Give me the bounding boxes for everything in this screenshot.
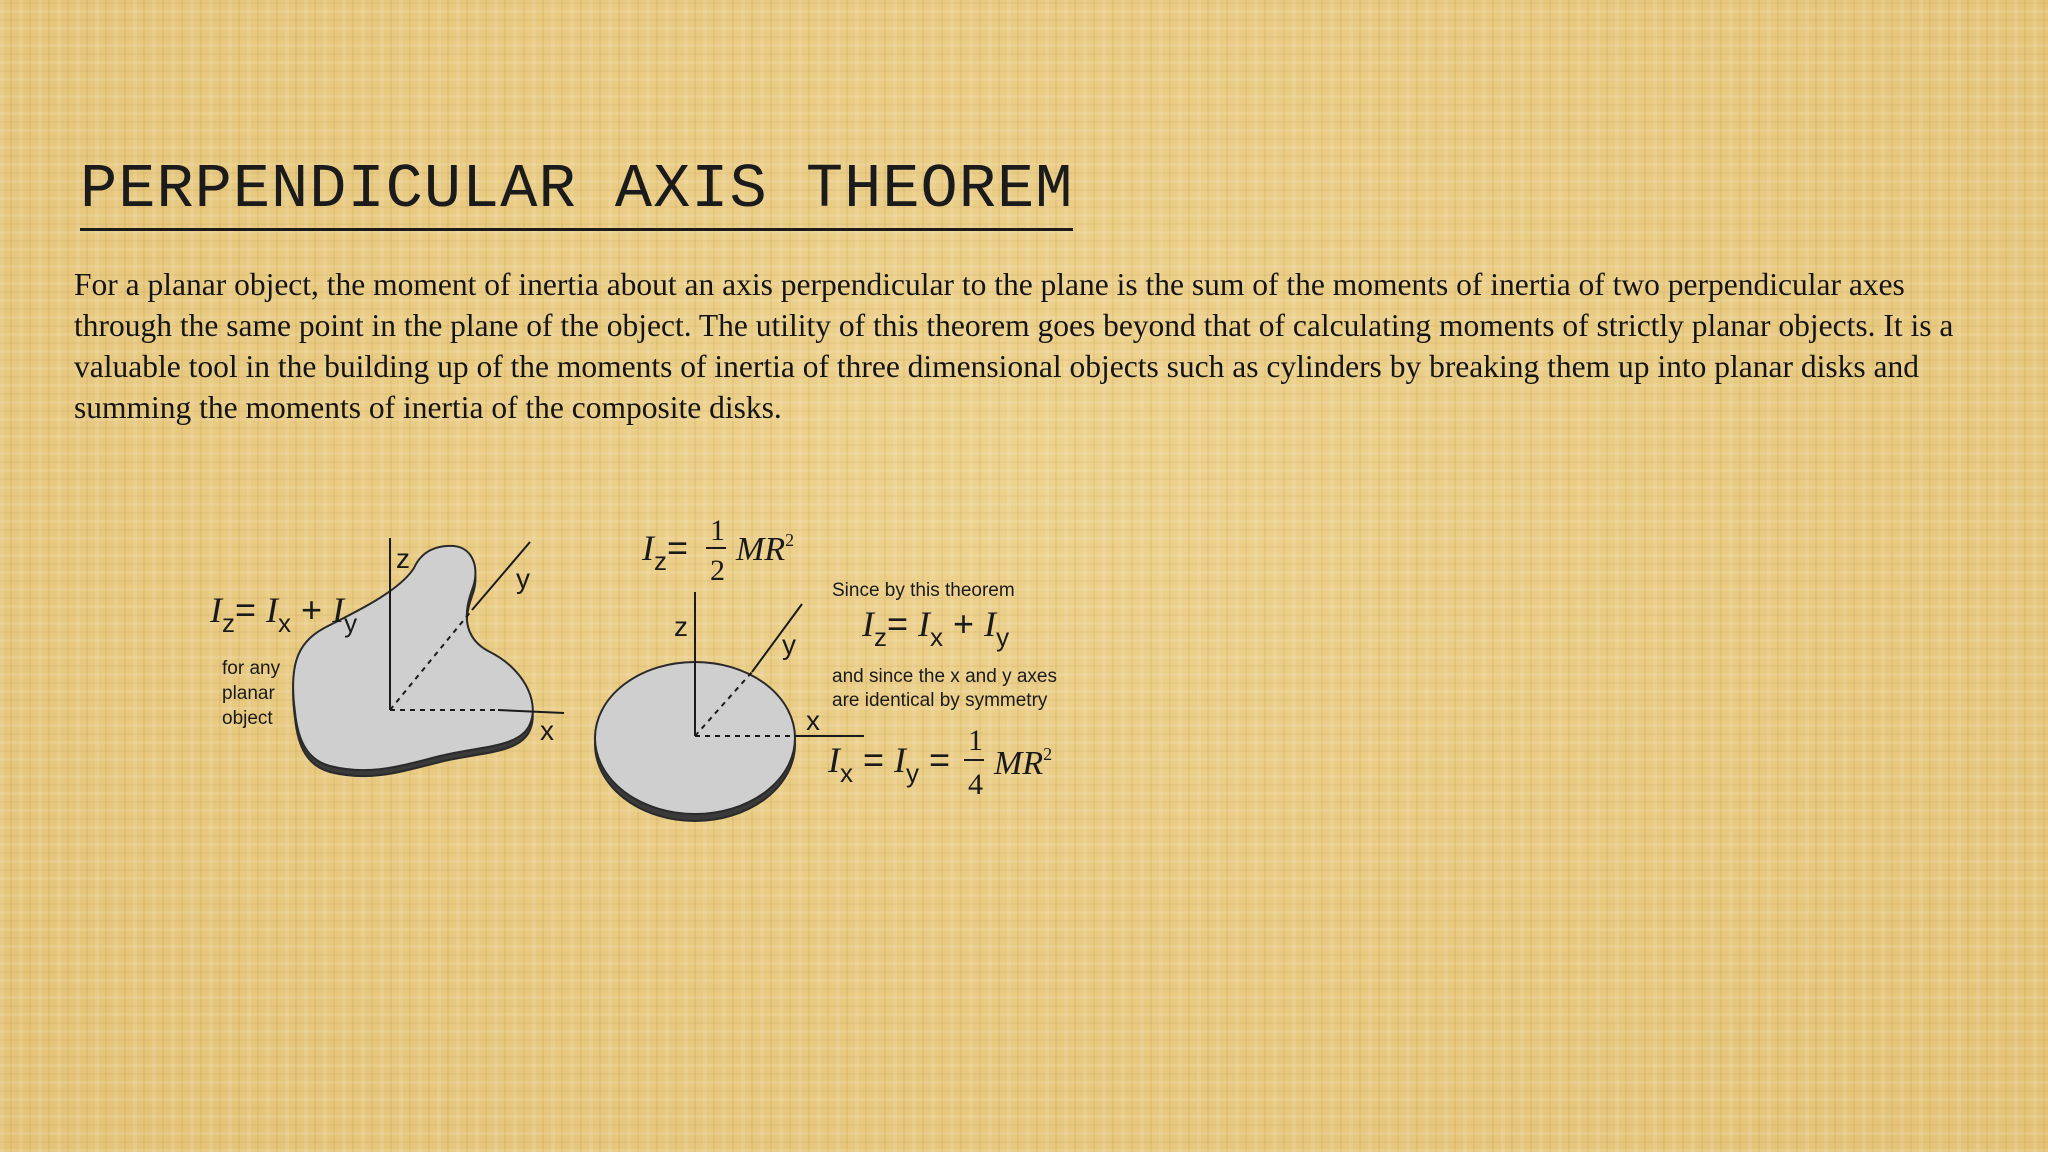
left-y-label: y — [516, 563, 530, 594]
disk-bot-eq-mr-text: MR — [994, 745, 1044, 782]
left-eq-I1: I — [210, 590, 222, 630]
disk-mid-equation — [861, 603, 1009, 652]
disk-bot-eq-den: 4 — [968, 768, 983, 801]
disk-mid-eq-I1: I — [862, 604, 874, 644]
disk-y-label: y — [782, 629, 796, 660]
planar-object-diagram — [209, 538, 564, 776]
theorem-figure — [200, 500, 1100, 830]
disk-bot-eq-I2: I — [894, 740, 907, 780]
left-eq-sub-x: x — [278, 608, 292, 638]
disk-mid-eq-eq: = — [887, 603, 919, 644]
disk-x-label: x — [806, 705, 820, 736]
disk-top-eq-mr — [735, 530, 794, 568]
disk-top-eq-num: 1 — [710, 514, 725, 547]
disk-mid-eq-plus: + — [943, 603, 985, 644]
disk-mid-eq-I3: I — [984, 604, 997, 644]
left-eq-sub-y: y — [344, 608, 358, 638]
left-eq-sub-z: z — [222, 608, 235, 638]
disk-top-eq-I-letter: I — [642, 528, 654, 568]
disk-bot-eq-sup: 2 — [1043, 744, 1053, 764]
slide-title: PERPENDICULAR AXIS THEOREM — [80, 152, 1073, 231]
disk-mid-eq-sub-x: x — [930, 622, 944, 652]
slide-body-text: For a planar object, the moment of inertia about an axis perpendicular to the plane is the sum of the moments of inertia of two perpendicular axes through the same point in the plane of the object. The utility of this theorem goes beyond that of calculating moments of strictly planar objects. It is a valuable tool in the building up of the moments of inertia of three dimensional objects such as cylinders by breaking them up into planar disks and summing the moments of inertia of the composite disks. — [74, 267, 1954, 425]
disk-top-eq-den: 2 — [710, 554, 725, 587]
left-caption-line1: for any — [222, 658, 281, 679]
disk-top-eq-I — [641, 527, 688, 576]
left-eq-plus: + — [291, 589, 333, 630]
left-eq-eq: = — [235, 589, 267, 630]
disk-bot-eq-sub-x: x — [840, 758, 853, 788]
disk-note-line1: Since by this theorem — [832, 580, 1015, 601]
disk-top-eq-sup: 2 — [785, 530, 795, 550]
disk-mid-eq-I2: I — [918, 604, 931, 644]
disk-note-line3: are identical by symmetry — [832, 690, 1048, 711]
left-eq-I2: I — [266, 590, 279, 630]
disk-diagram — [595, 514, 1057, 821]
disk-bot-eq-num: 1 — [968, 724, 983, 757]
disk-bot-eq-I1: I — [828, 740, 840, 780]
disk-top-eq-equals: = — [667, 527, 689, 568]
disk-mid-eq-sub-y: y — [996, 622, 1010, 652]
disk-bottom-equation — [827, 739, 950, 788]
disk-top-eq-mr-text: MR — [736, 531, 786, 568]
disk-bot-eq-eq2: = — [919, 739, 951, 780]
disk-top-eq-sub: z — [654, 546, 667, 576]
theorem-figure-svg — [200, 500, 1100, 830]
disk-mid-eq-sub-z: z — [874, 622, 887, 652]
left-caption-line3: object — [222, 708, 273, 729]
left-caption-line2: planar — [222, 683, 275, 704]
left-eq-I3: I — [332, 590, 345, 630]
disk-bot-eq-eq1: = — [853, 739, 895, 780]
disk-bot-eq-sub-y: y — [906, 758, 920, 788]
disk-z-label: z — [674, 611, 688, 642]
left-x-label: x — [540, 715, 554, 746]
disk-note-line2: and since the x and y axes — [832, 666, 1057, 687]
left-z-label: z — [396, 543, 410, 574]
disk-bot-eq-mr — [993, 744, 1052, 782]
